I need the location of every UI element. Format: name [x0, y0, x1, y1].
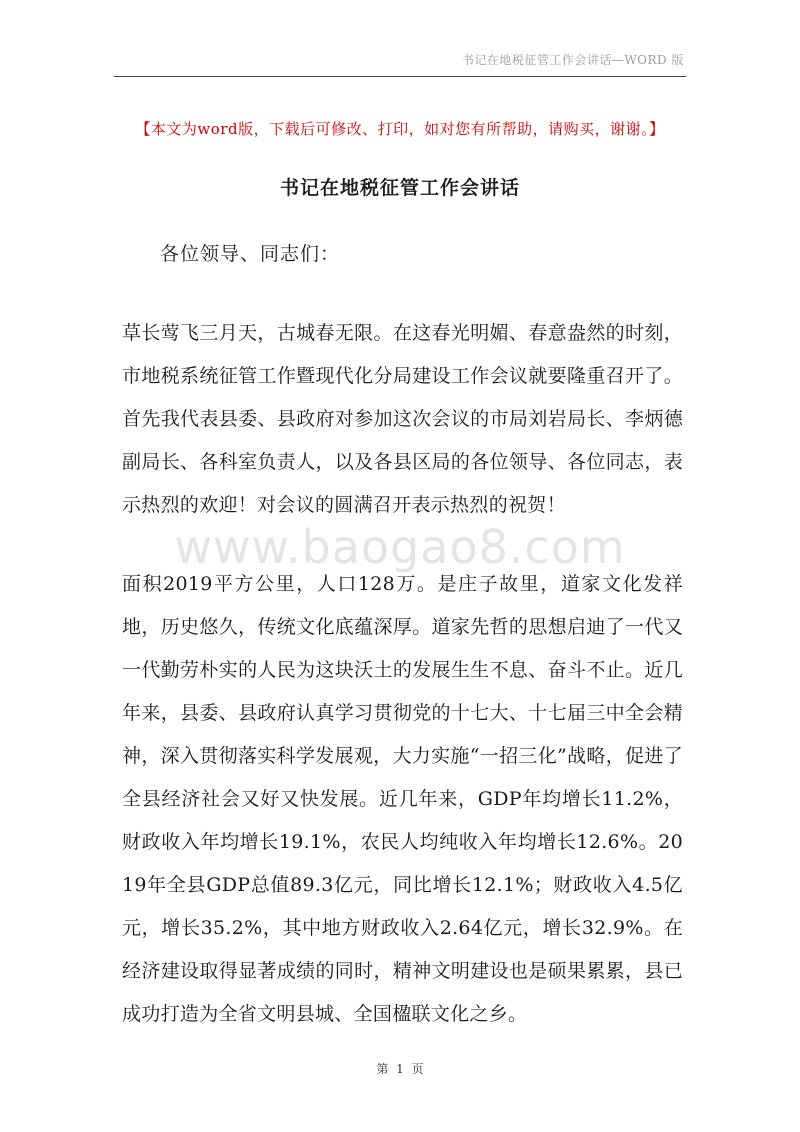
page-label-prefix: 第: [376, 1062, 389, 1076]
watermark: www.baogao8.com: [174, 520, 626, 574]
purchase-notice: 【本文为word版，下载后可修改、打印，如对您有所帮助，请购买，谢谢。】: [135, 120, 665, 138]
body-paragraph-2: 面积2019平方公里，人口128万。是庄子故里，道家文化发祥地，历史悠久，传统文化底蕴深厚。道家先哲的思想启迪了一代又一代勤劳朴实的人民为这块沃土的发展生生不息、奋斗不止。近几年来，县委、县政府认真学习贯彻党的十七大、十七届三中全会精神，深入贯彻落实科学发展观，大力实施“一招三化”战略，促进了全县经济社会又好又快发展。近几年来，GDP年均增长11.2%，财政收入年均增长19.1%，农民人均纯收入年均增长12.6%。2019年全县GDP总值89.3亿元，同比增长12.1%；财政收入4.5亿元，增长35.2%，其中地方财政收入2.64亿元，增长32.9%。在经济建设取得显著成绩的同时，精神文明建设也是硕果累累，县已成功打造为全省文明县城、全国楹联文化之乡。: [122, 573, 683, 1025]
body-paragraph-1: 草长莺飞三月天，古城春无限。在这春光明媚、春意盎然的时刻，市地税系统征管工作暨现代化分局建设工作会议就要隆重召开了。首先我代表县委、县政府对参加这次会议的市局刘岩局长、李炳德副局长、各科室负责人，以及各县区局的各位领导、各位同志，表示热烈的欢迎！对会议的圆满召开表示热烈的祝贺！: [122, 322, 683, 516]
page-footer: [0, 1060, 800, 1077]
salutation: 各位领导、同志们：: [160, 243, 341, 265]
page-number: 1: [396, 1062, 404, 1076]
running-header: 书记在地税征管工作会讲话—WORD 版: [461, 53, 684, 67]
document-title: 书记在地税征管工作会讲话: [279, 177, 520, 199]
page-label-suffix: 页: [411, 1062, 424, 1076]
header-divider: [114, 76, 686, 77]
